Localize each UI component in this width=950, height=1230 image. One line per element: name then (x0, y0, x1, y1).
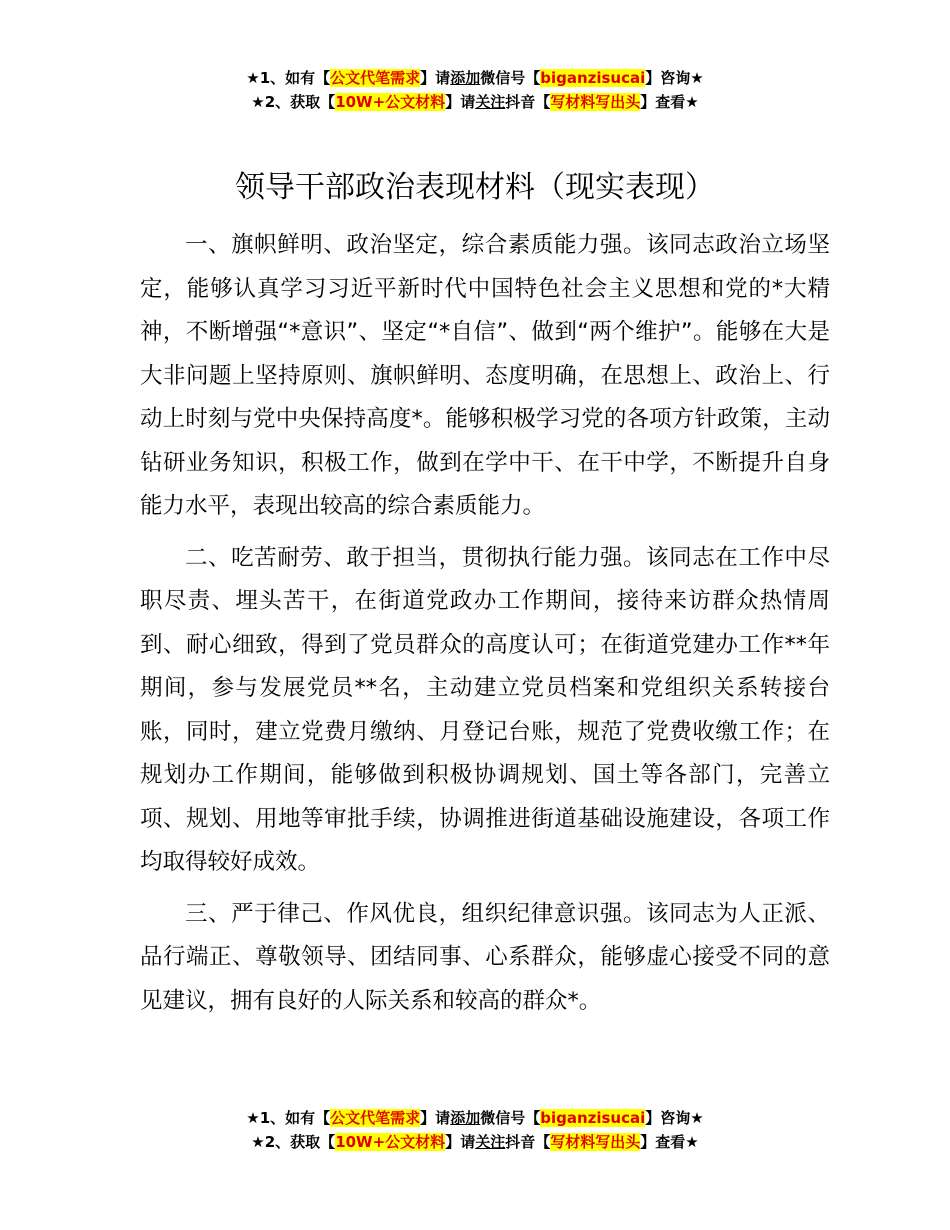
promo-underlined-text: 添加 (450, 1109, 481, 1127)
promo-highlight: 10W+公文材料 (335, 1133, 446, 1151)
promo-highlight: biganzisucai (540, 69, 646, 87)
promo-highlight: 写材料写出头 (550, 93, 641, 111)
promo-text: 】请 (445, 93, 476, 111)
document-title: 领导干部政治表现材料（现实表现） (235, 170, 715, 205)
promo-text: ★2、获取【 (251, 1133, 336, 1151)
paragraph-2: 二、吃苦耐劳、敢于担当，贯彻执行能力强。该同志在工作中尽职尽责、埋头苦干，在街道党政办工作期间，接待来访群众热情周到、耐心细致，得到了党员群众的高度认可；在街道党建办工作**年期间，参与发展党员**名，主动建立党员档案和党组织关系转接台账，同时，建立党费月缴纳、月登记台账，规范了党费收缴工作；在规划办工作期间，能够做到积极协调规划、国土等各部门，完善立项、规划、用地等审批手续，协调推进街道基础设施建设，各项工作均取得较好成效。 (140, 544, 830, 875)
promo-highlight: 公文代笔需求 (330, 1109, 421, 1127)
promo-highlight: biganzisucai (540, 1109, 646, 1127)
promo-text: 】查看★ (640, 1133, 699, 1151)
promo-line-1 (0, 1106, 950, 1130)
paragraph-1: 一、旗帜鲜明、政治坚定，综合素质能力强。该同志政治立场坚定，能够认真学习习近平新时代中国特色社会主义思想和党的*大精神，不断增强“*意识”、坚定“*自信”、做到“两个维护”。能够在大是大非问题上坚持原则、旗帜鲜明、态度明确，在思想上、政治上、行动上时刻与党中央保持高度*。能够积极学习党的各项方针政策，主动钻研业务知识，积极工作，做到在学中干、在干中学，不断提升自身能力水平，表现出较高的综合素质能力。 (140, 232, 830, 519)
promo-text: 】请 (420, 69, 451, 87)
promo-underlined-text: 关注 (475, 93, 506, 111)
promo-text: ★2、获取【 (251, 93, 336, 111)
promo-line-2 (0, 1130, 950, 1154)
paragraph-3: 三、严于律己、作风优良，组织纪律意识强。该同志为人正派、品行端正、尊敬领导、团结同事、心系群众，能够虚心接受不同的意见建议，拥有良好的人际关系和较高的群众*。 (140, 900, 830, 1014)
promo-text: ★1、如有【 (246, 1109, 331, 1127)
promo-text: 抖音【 (505, 93, 551, 111)
top-promo-banner (0, 66, 950, 114)
promo-line-2 (0, 90, 950, 114)
promo-text: 】请 (420, 1109, 451, 1127)
promo-text: 】查看★ (640, 93, 699, 111)
promo-text: 】咨询★ (645, 69, 704, 87)
promo-text: 微信号【 (480, 69, 541, 87)
promo-highlight: 写材料写出头 (550, 1133, 641, 1151)
promo-text: ★1、如有【 (246, 69, 331, 87)
promo-highlight: 10W+公文材料 (335, 93, 446, 111)
promo-text: 抖音【 (505, 1133, 551, 1151)
promo-highlight: 公文代笔需求 (330, 69, 421, 87)
promo-underlined-text: 关注 (475, 1133, 506, 1151)
bottom-promo-banner (0, 1106, 950, 1154)
promo-underlined-text: 添加 (450, 69, 481, 87)
promo-text: 】请 (445, 1133, 476, 1151)
document-body (140, 224, 830, 1031)
promo-text: 】咨询★ (645, 1109, 704, 1127)
promo-text: 微信号【 (480, 1109, 541, 1127)
promo-line-1 (0, 66, 950, 90)
